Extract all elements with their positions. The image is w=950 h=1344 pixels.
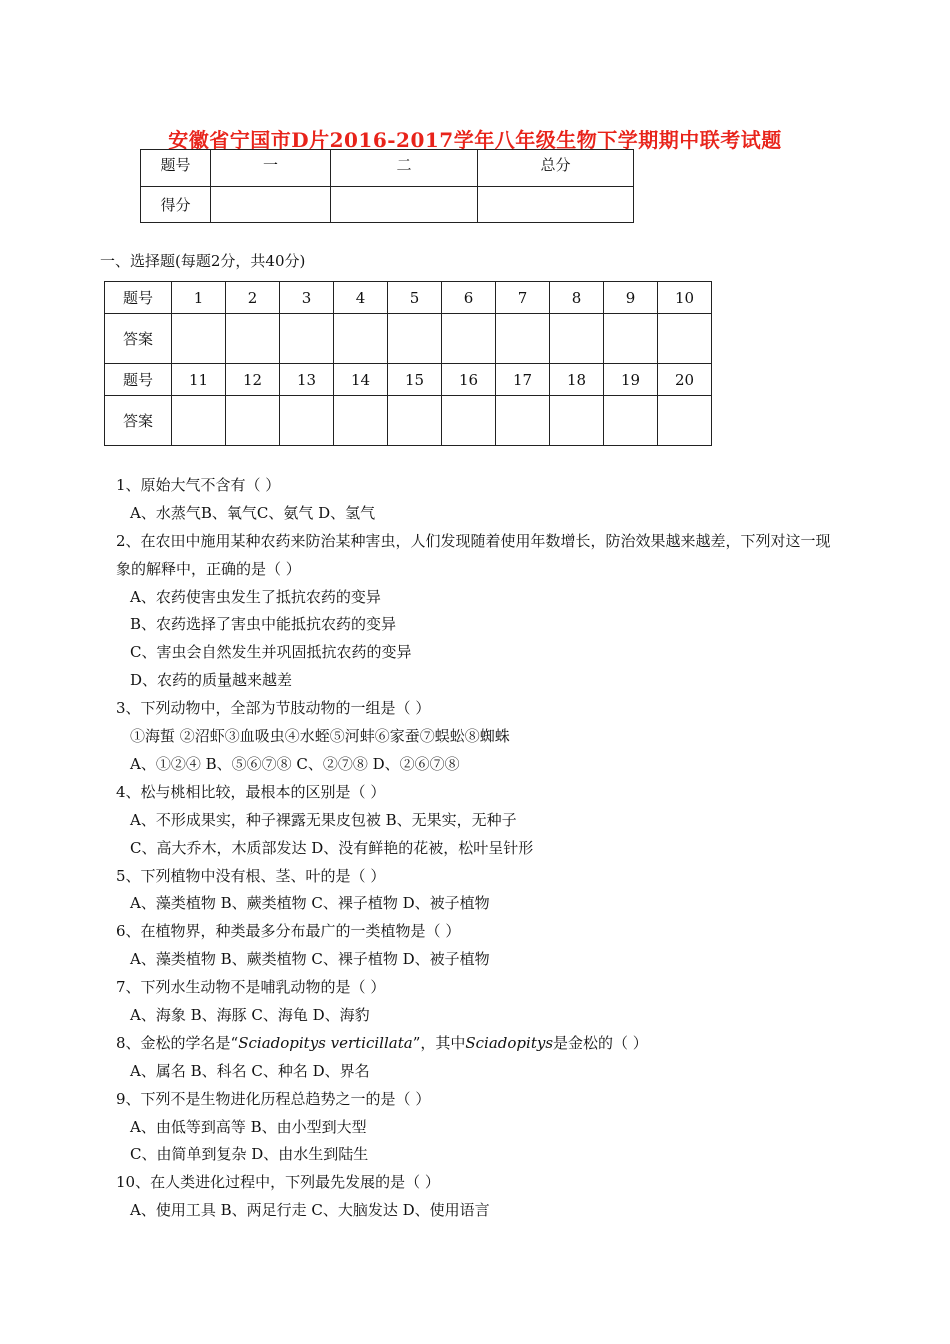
answer-blank-cell (604, 314, 658, 364)
question-options: A、水蒸气B、氧气C、氨气 D、氢气 (130, 503, 376, 522)
answer-blank-cell (334, 314, 388, 364)
question-option: B、农药选择了害虫中能抵抗农药的变异 (130, 615, 397, 634)
question-stem: 10、在人类进化过程中，下列最先发展的是（ ） (116, 1173, 440, 1192)
question-number-cell: 12 (226, 364, 280, 396)
answer-blank-cell (496, 396, 550, 446)
answer-row-label: 答案 (105, 396, 172, 446)
answer-blank-cell (226, 396, 280, 446)
answer-blank-cell (172, 396, 226, 446)
answer-blank-cell (496, 314, 550, 364)
question-stem (116, 1030, 836, 1058)
question-number-cell: 14 (334, 364, 388, 396)
question-number-cell: 3 (280, 282, 334, 314)
question-option: D、农药的质量越来越差 (130, 671, 293, 690)
question-number-cell: 4 (334, 282, 388, 314)
question-number-cell: 5 (388, 282, 442, 314)
table-row (105, 282, 712, 314)
question-number-cell: 11 (172, 364, 226, 396)
question-options: A、不形成果实，种子裸露无果皮包被 B、无果实，无种子 (130, 810, 517, 829)
answer-row-label: 题号 (105, 282, 172, 314)
question-options: C、由简单到复杂 D、由水生到陆生 (130, 1145, 369, 1164)
answer-table (104, 281, 712, 446)
question-stem: 6、在植物界，种类最多分布最广的一类植物是（ ） (116, 922, 461, 941)
question-number-cell: 9 (604, 282, 658, 314)
question-item-list: ①海蜇 ②沼虾③血吸虫④水蛭⑤河蚌⑥家蚕⑦蜈蚣⑧蜘蛛 (130, 727, 510, 746)
answer-blank-cell (658, 396, 712, 446)
question-list (116, 472, 836, 1225)
question-number-cell: 6 (442, 282, 496, 314)
question-number-cell: 2 (226, 282, 280, 314)
answer-blank-cell (442, 396, 496, 446)
question-options: A、使用工具 B、两足行走 C、大脑发达 D、使用语言 (130, 1201, 490, 1220)
score-header-cell: 二 (331, 150, 478, 187)
score-blank-cell (211, 187, 331, 223)
scientific-name: Sciadopitys verticillata (238, 1033, 413, 1052)
answer-blank-cell (172, 314, 226, 364)
answer-row-label: 题号 (105, 364, 172, 396)
question-number-cell: 20 (658, 364, 712, 396)
answer-row-label: 答案 (105, 314, 172, 364)
answer-blank-cell (550, 314, 604, 364)
question-number-cell: 15 (388, 364, 442, 396)
question-number-cell: 19 (604, 364, 658, 396)
table-row (105, 396, 712, 446)
question-options: A、①②④ B、⑤⑥⑦⑧ C、②⑦⑧ D、②⑥⑦⑧ (130, 754, 460, 773)
answer-blank-cell (334, 396, 388, 446)
genus-name: Sciadopitys (465, 1033, 554, 1052)
page-title: 安徽省宁国市D片2016-2017学年八年级生物下学期期中联考试题 (168, 128, 782, 152)
answer-blank-cell (388, 396, 442, 446)
answer-blank-cell (658, 314, 712, 364)
question-options: A、由低等到高等 B、由小型到大型 (130, 1117, 367, 1136)
question-options: C、高大乔木，木质部发达 D、没有鲜艳的花被，松叶呈针形 (130, 838, 534, 857)
question-number-cell: 10 (658, 282, 712, 314)
question-number-cell: 13 (280, 364, 334, 396)
score-blank-cell (478, 187, 634, 223)
score-row-label: 得分 (141, 187, 211, 223)
question-options: A、藻类植物 B、蕨类植物 C、裸子植物 D、被子植物 (130, 950, 490, 969)
q8-middle: ”，其中 (412, 1033, 466, 1052)
score-header-cell: 总分 (478, 150, 634, 187)
question-option: A、农药使害虫发生了抵抗农药的变异 (130, 587, 381, 606)
answer-blank-cell (226, 314, 280, 364)
question-number-cell: 7 (496, 282, 550, 314)
table-row (105, 314, 712, 364)
question-stem: 4、松与桃相比较，最根本的区别是（ ） (116, 782, 386, 801)
question-stem: 1、原始大气不含有（ ） (116, 476, 281, 494)
question-number-cell: 17 (496, 364, 550, 396)
score-blank-cell (331, 187, 478, 223)
answer-blank-cell (388, 314, 442, 364)
question-option: C、害虫会自然发生并巩固抵抗农药的变异 (130, 643, 412, 662)
answer-blank-cell (604, 396, 658, 446)
question-stem: 9、下列不是生物进化历程总趋势之一的是（ ） (116, 1089, 431, 1108)
answer-blank-cell (280, 396, 334, 446)
q8-prefix: 8、金松的学名是“ (116, 1033, 239, 1052)
q8-suffix: 是金松的（ ） (553, 1033, 648, 1052)
answer-blank-cell (442, 314, 496, 364)
question-stem: 5、下列植物中没有根、茎、叶的是（ ） (116, 866, 386, 885)
question-options: A、属名 B、科名 C、种名 D、界名 (130, 1061, 370, 1080)
question-options: A、藻类植物 B、蕨类植物 C、裸子植物 D、被子植物 (130, 894, 490, 913)
score-table (140, 149, 634, 223)
question-number-cell: 18 (550, 364, 604, 396)
question-number-cell: 16 (442, 364, 496, 396)
section-heading: 一、选择题(每题2分，共40分) (100, 252, 306, 270)
score-header-cell: 题号 (141, 150, 211, 187)
question-options: A、海象 B、海豚 C、海龟 D、海豹 (130, 1005, 370, 1024)
score-header-cell: 一 (211, 150, 331, 187)
answer-blank-cell (550, 396, 604, 446)
question-number-cell: 8 (550, 282, 604, 314)
answer-blank-cell (280, 314, 334, 364)
table-row (105, 364, 712, 396)
question-stem: 7、下列水生动物不是哺乳动物的是（ ） (116, 978, 386, 997)
question-number-cell: 1 (172, 282, 226, 314)
question-stem: 3、下列动物中，全部为节肢动物的一组是（ ） (116, 699, 431, 718)
question-stem: 2、在农田中施用某种农药来防治某种害虫，人们发现随着使用年数增长，防治效果越来越差，下列对这一现象的解释中，正确的是（ ） (116, 531, 831, 578)
